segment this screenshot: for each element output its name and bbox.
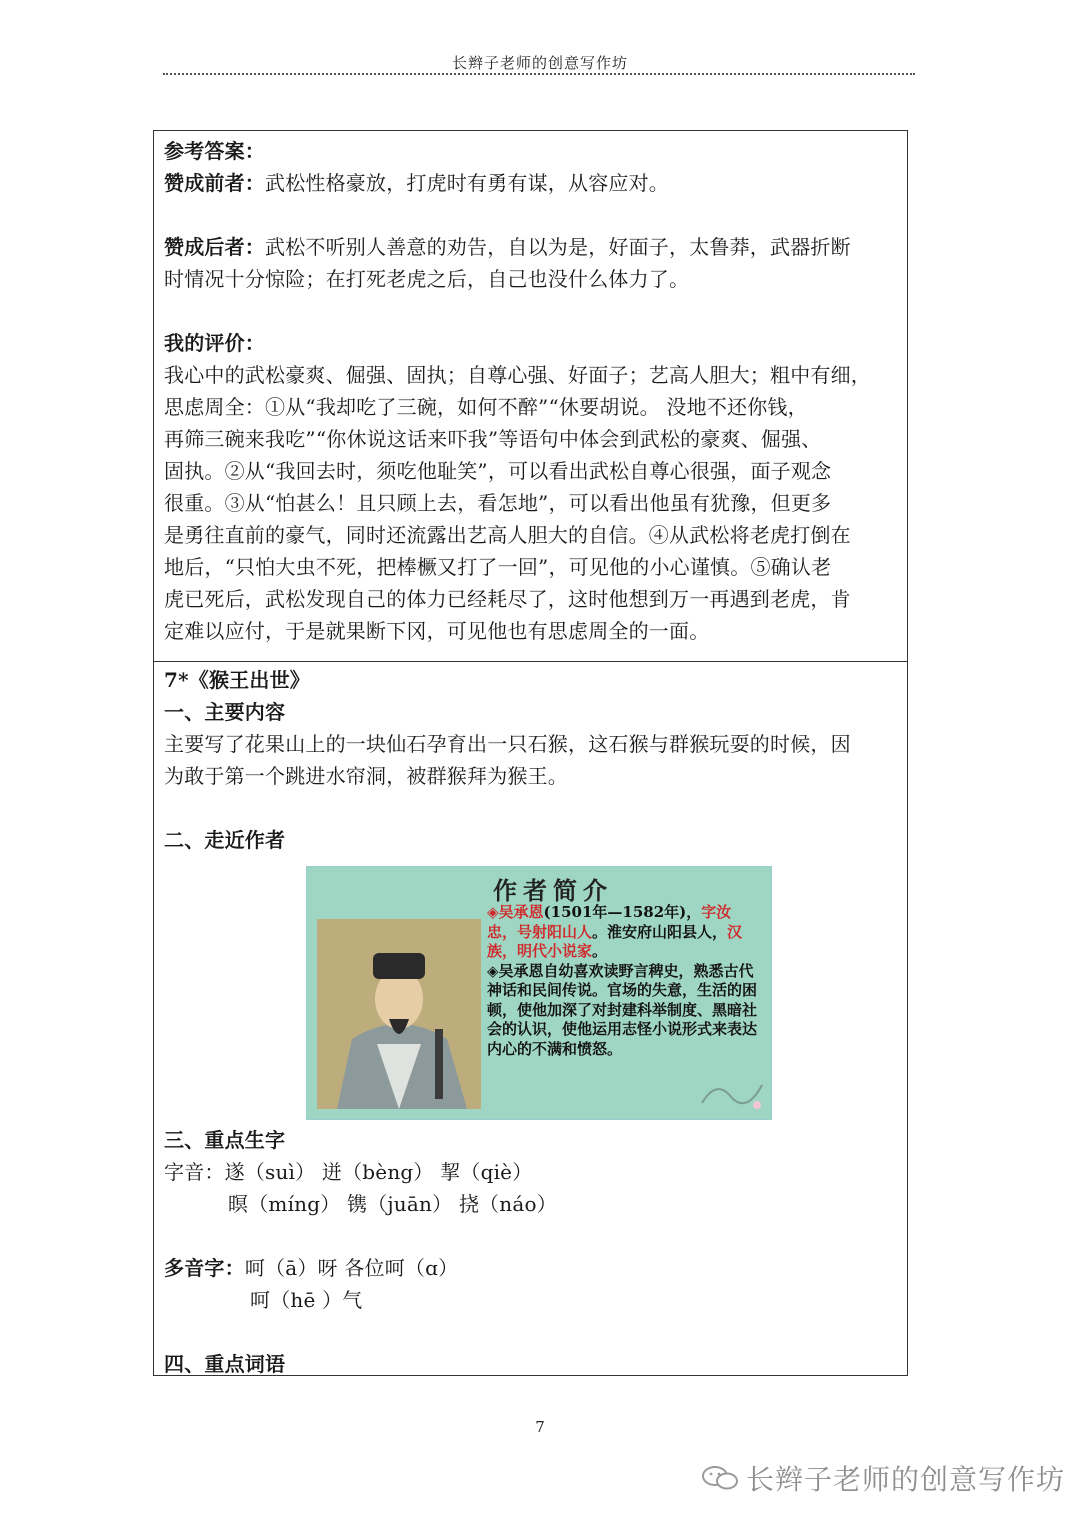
- polyphonic-items-1: 呵（ā）呀 各位呵（ɑ）: [244, 1256, 459, 1280]
- lesson-title: 7*《猴王出世》: [164, 668, 310, 692]
- pro-back-line-2: 时情况十分惊险；在打死老虎之后，自己也没什么体力了。: [164, 267, 690, 291]
- card-title: 作者简介: [493, 876, 613, 905]
- main-content-line-1: 主要写了花果山上的一块仙石孕育出一只石猴，这石猴与群猴玩耍的时候，因: [164, 732, 851, 756]
- pronunciation-line-1: [164, 1156, 897, 1188]
- pro-back-label: 赞成后者：: [164, 235, 265, 259]
- author-intro-image: [306, 866, 772, 1120]
- section-characters-heading: 三、重点生字: [164, 1128, 286, 1152]
- polyphonic-label: 多音字：: [164, 1256, 245, 1280]
- watermark-text: 长辫子老师的创意写作坊: [746, 1463, 1066, 1496]
- main-content-line-2: 为敢于第一个跳进水帘洞，被群猴拜为猴王。: [164, 764, 568, 788]
- pro-back-text-1: 武松不听别人善意的劝告，自以为是，好面子，太鲁莽，武器折断: [265, 235, 851, 259]
- page-number: 7: [535, 1418, 545, 1436]
- card-period: 。: [592, 942, 608, 960]
- polyphonic-line-1: [164, 1252, 897, 1284]
- pronunciation-items-1: 遂（suì） 迸（bèng） 挈（qiè）: [224, 1160, 533, 1184]
- author-portrait: [317, 919, 481, 1109]
- pronunciation-label: 字音：: [164, 1160, 225, 1184]
- running-header: 长辫子老师的创意写作坊: [451, 54, 628, 72]
- section-author-heading: 二、走近作者: [164, 828, 286, 852]
- section-main-content-heading: 一、主要内容: [164, 700, 286, 724]
- polyphonic-items-2: 呵（hē ）气: [250, 1288, 363, 1312]
- pro-front-label: 赞成前者：: [164, 171, 265, 195]
- lesson-cell: [154, 662, 907, 1375]
- content-table: [153, 130, 908, 1376]
- evaluation-line: 定难以应付，于是就果断下冈，可见他也有思虑周全的一面。: [164, 619, 710, 643]
- evaluation-line: 很重。③从“怕甚么！且只顾上去，看怎地”，可以看出他虽有犹豫，但更多: [164, 491, 832, 515]
- evaluation-line: 是勇往直前的豪气，同时还流露出艺高人胆大的自信。④从武松将老虎打倒在: [164, 523, 851, 547]
- card-paragraph-2: ◈吴承恩自幼喜欢读野言稗史，熟悉古代神话和民间传说。官场的失意，生活的困顿，使他加深了对封建科举制度、黑暗社会的认识，使他运用志怪小说形式来表达内心的不满和愤怒。: [487, 961, 758, 1058]
- decorative-swirl-icon: [697, 1073, 767, 1113]
- card-text: [487, 903, 759, 1059]
- section-key-words-heading: 四、重点词语: [164, 1352, 286, 1376]
- wechat-icon: [700, 1464, 740, 1492]
- evaluation-line: 固执。②从“我回去时，须吃他耻笑”，可以看出武松自尊心很强，面子观念: [164, 459, 832, 483]
- evaluation-line: 我心中的武松豪爽、倔强、固执；自尊心强、好面子；艺高人胆大；粗中有细，: [164, 363, 871, 387]
- pro-back-line-1: [164, 231, 897, 263]
- card-name: ◈吴承恩: [487, 903, 544, 921]
- pro-front-line: [164, 167, 897, 199]
- answer-cell: [154, 131, 907, 662]
- evaluation-label: 我的评价：: [164, 331, 265, 355]
- card-hometown: 。淮安府山阳县人，: [592, 922, 728, 941]
- pro-front-text: 武松性格豪放，打虎时有勇有谋，从容应对。: [265, 171, 669, 195]
- evaluation-line: 地后，“只怕大虫不死，把棒橛又打了一回”，可见他的小心谨慎。⑤确认老: [164, 555, 832, 579]
- header-divider: [163, 73, 915, 75]
- evaluation-line: 思虑周全：①从“我却吃了三碗，如何不醉”“休要胡说。 没地不还你钱，: [164, 395, 808, 419]
- evaluation-paragraph: [164, 359, 897, 647]
- evaluation-line: 虎已死后，武松发现自己的体力已经耗尽了，这时他想到万一再遇到老虎，肯: [164, 587, 851, 611]
- card-ethnicity: 汉族，明代小说家: [487, 922, 743, 960]
- card-years: (1501年—1582年)，: [543, 903, 702, 921]
- evaluation-line: 再筛三碗来我吃”“你休说这话来吓我”等语句中体会到武松的豪爽、倔强、: [164, 427, 822, 451]
- card-courtesy-name: 字汝忠，号射阳山人: [487, 903, 732, 941]
- pronunciation-items-2: 暝（míng） 镌（juān） 挠（náo）: [228, 1192, 557, 1216]
- answer-heading: 参考答案：: [164, 139, 265, 163]
